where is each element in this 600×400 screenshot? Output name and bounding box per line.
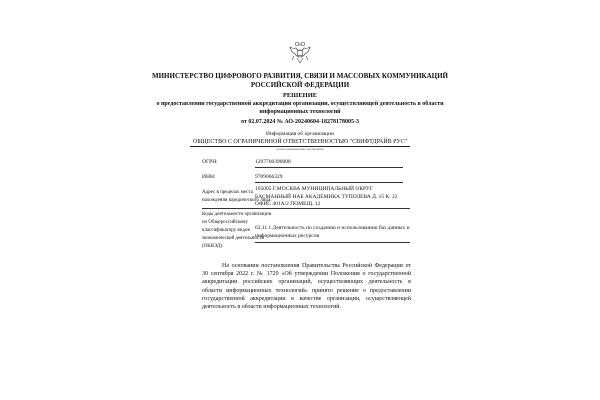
address-divider: [202, 208, 410, 209]
inn-label: ИНН:: [202, 174, 216, 180]
address-value: 105005 Г.МОСКВА МУНИЦИПАЛЬНЫЙ ОКРУГ БАСМАННЫЙ НАБ АКАДЕМИКА ТУПОЛЕВА Д. 15 К. 22 ОФИС 401А/2 ПОМЕЩ. 12: [255, 186, 398, 207]
decision-text: На основании постановления Правительства Российской Федерации от 30 сентября 2022 г. № 1729 «Об утверждении Положения о государственной аккредитации российских организаций, осуществляющих деятельность в области информационных технологий» принято решение о предоставлении государственной аккредитации в качестве организации, осуществляющей деятельность в области информационных технологий.: [202, 263, 411, 311]
ogrn-label: ОГРН:: [202, 159, 218, 165]
coat-of-arms-emblem: [286, 40, 314, 66]
document-number: от 02.07.2024 № АО-20240604-18278178005-3: [240, 119, 360, 125]
ogrn-underline: [255, 167, 403, 168]
inn-underline: [255, 182, 403, 183]
org-info-title: Информация об организации: [265, 131, 335, 137]
okved-underline: [255, 242, 410, 243]
okved-value: 63.11.1 Деятельность по созданию и использованию баз данных и информационных ресурсов: [255, 225, 410, 239]
ogrn-value: 1207700390908: [255, 159, 291, 165]
document-type: РЕШЕНИЕ: [282, 92, 318, 99]
organization-name-caption: (полное наименование организации): [276, 147, 324, 151]
address-label: Адрес в пределах места нахождения юридического лица:: [202, 190, 272, 203]
inn-value: 9709066329: [255, 174, 283, 180]
organization-name: ОБЩЕСТВО С ОГРАНИЧЕННОЙ ОТВЕТСТВЕННОСТЬЮ "СВИФТДРАЙВ РУС": [190, 138, 410, 147]
decision-subject: о предоставлении государственной аккредитации организации, осуществляющей деятельность в области информационных технологий: [156, 101, 444, 115]
ministry-name: МИНИСТЕРСТВО ЦИФРОВОГО РАЗВИТИЯ, СВЯЗИ И МАССОВЫХ КОММУНИКАЦИЙ РОССИЙСКОЙ ФЕДЕРАЦИИ: [152, 72, 448, 89]
okved-label: Коды деятельности организации по Общероссийскому классификатору видов экономической деятельности (ОКВЭД):: [202, 212, 272, 249]
